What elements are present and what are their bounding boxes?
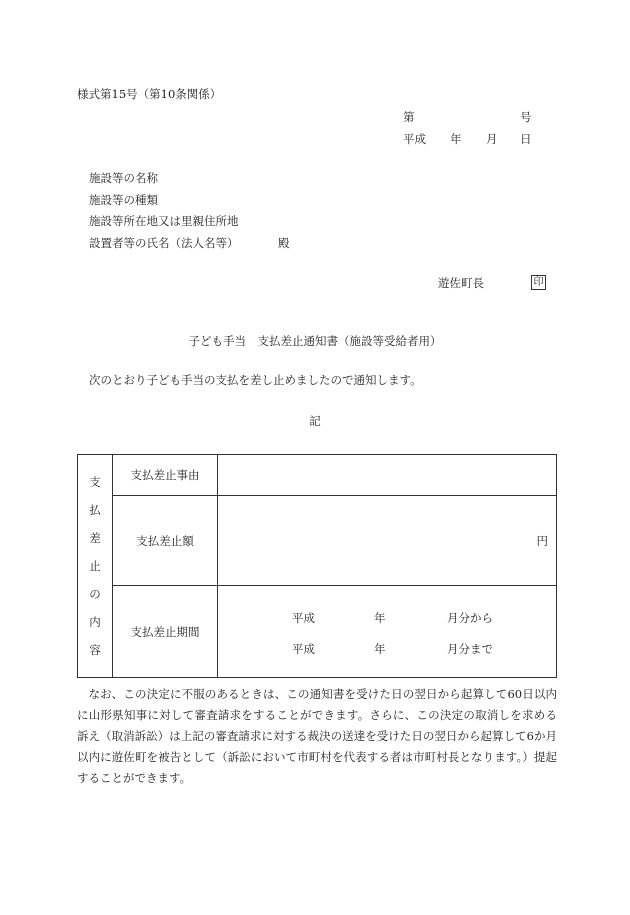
group-char: 内: [89, 615, 101, 629]
document-title: 子ども手当 支払差止通知書（施設等受給者用）: [188, 334, 442, 348]
intro-text: 次のとおり子ども手当の支払を差し止めましたので通知します。: [89, 373, 422, 387]
group-label: [78, 455, 113, 678]
group-char: 容: [89, 643, 101, 657]
form-id: 様式第15号（第10条関係）: [77, 87, 222, 101]
number-prefix: 第: [403, 110, 415, 124]
seal-mark: [531, 274, 546, 290]
reason-label: 支払差止事由: [113, 455, 218, 496]
date-month: 月: [486, 132, 498, 146]
facility-name-label: 施設等の名称: [89, 171, 158, 185]
date-year: 年: [450, 132, 462, 146]
period-to-year: 年: [374, 642, 386, 656]
number-suffix: 号: [520, 110, 532, 124]
ki-label: 記: [309, 414, 321, 428]
period-to-month: 月分まで: [447, 642, 493, 656]
amount-unit: 円: [536, 533, 548, 548]
suspension-details-table: [77, 454, 557, 678]
facility-type-label: 施設等の種類: [89, 193, 158, 207]
group-char: 差: [89, 531, 101, 545]
facility-address-label: 施設等所在地又は里親住所地: [89, 214, 239, 228]
reason-value: [218, 455, 557, 496]
group-char: の: [89, 587, 101, 601]
period-from-month: 月分から: [447, 611, 493, 625]
period-from-era: 平成: [292, 611, 315, 625]
honorific: 殿: [278, 236, 290, 250]
date-era: 平成: [403, 132, 426, 146]
period-value: [218, 586, 557, 678]
amount-label: 支払差止額: [113, 496, 218, 586]
appeal-notice: なお、この決定に不服のあるときは、この通知書を受けた日の翌日から起算して60日以内に山形県知事に対して審査請求をすることができます。さらに、この決定の取消しを求める訴え（取消訴訟）は上記の審査請求に対する裁決の送達を受けた日の翌日から起算して6か月以内に遊佐町を被告として（訴訟において市町村を代表する者は市町村長となります。）提起することができます。: [77, 687, 557, 785]
period-label: 支払差止期間: [113, 586, 218, 678]
period-from-year: 年: [374, 611, 386, 625]
group-char: 止: [89, 559, 101, 573]
seal-icon: 印: [531, 275, 546, 290]
amount-value: [218, 496, 557, 586]
group-char: 支: [89, 475, 101, 489]
operator-name-label: 設置者等の氏名（法人名等）: [89, 236, 239, 250]
issuer-name: 遊佐町長: [438, 276, 484, 290]
date-day: 日: [520, 132, 532, 146]
group-char: 払: [89, 503, 101, 517]
period-to-era: 平成: [292, 642, 315, 656]
